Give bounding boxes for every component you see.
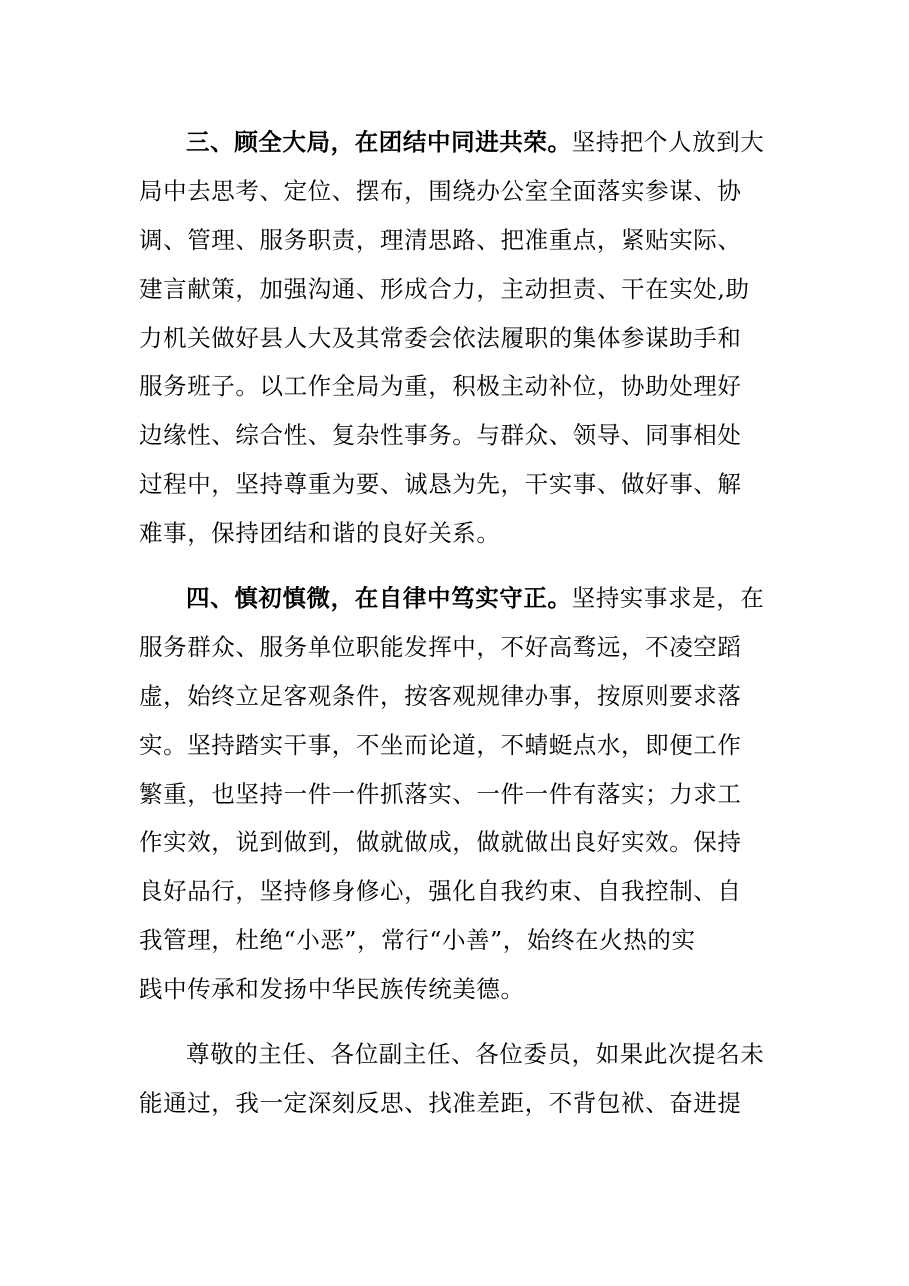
text-line: 边缘性、综合性、复杂性事务。与群众、领导、同事相处 <box>139 421 742 450</box>
text-run: 坚持实事求是，在 <box>571 584 765 613</box>
text-line: 践中传承和发扬中华民族传统美德。 <box>139 975 525 1004</box>
document-body <box>139 118 779 1128</box>
paragraph-section-three <box>139 118 779 558</box>
text-line: 调、管理、服务职责，理清思路、把准重点，紧贴实际、 <box>139 225 742 254</box>
section-heading: 四、慎初慎微，在自律中笃实守正。 <box>186 584 572 613</box>
text-line: 服务班子。以工作全局为重，积极主动补位，协助处理好 <box>139 372 742 401</box>
text-run: 坚持把个人放到大 <box>571 128 765 156</box>
text-line: 实。坚持踏实干事，不坐而论道，不蜻蜓点水，即便工作 <box>139 730 742 759</box>
text-line: 力机关做好县人大及其常委会依法履职的集体参谋助手和 <box>139 323 742 352</box>
text-line: 过程中，坚持尊重为要、诚恳为先，干实事、做好事、解 <box>139 470 742 499</box>
text-line <box>139 118 779 167</box>
text-line: 能通过，我一定深刻反思、找准差距，不背包袱、奋进提 <box>139 1088 742 1117</box>
text-line: 我管理，杜绝“小恶”，常行“小善”，始终在火热的实 <box>139 926 696 955</box>
text-line: 良好品行，坚持修身修心，强化自我约束、自我控制、自 <box>139 877 742 906</box>
text-line: 尊敬的主任、各位副主任、各位委员，如果此次提名未 <box>186 1040 765 1069</box>
text-line: 难事，保持团结和谐的良好关系。 <box>139 519 501 548</box>
paragraph-section-four <box>139 574 779 1014</box>
text-line: 服务群众、服务单位职能发挥中，不好高骛远，不凌空蹈 <box>139 632 742 661</box>
text-line: 繁重，也坚持一件一件抓落实、一件一件有落实；力求工 <box>139 779 742 808</box>
section-heading: 三、顾全大局，在团结中同进共荣。 <box>186 128 572 156</box>
paragraph-closing <box>139 1030 779 1128</box>
text-line: 建言献策，加强沟通、形成合力，主动担责、干在实处,助 <box>139 274 750 303</box>
text-line: 局中去思考、定位、摆布，围绕办公室全面落实参谋、协 <box>139 176 742 205</box>
text-line: 虚，始终立足客观条件，按客观规律办事，按原则要求落 <box>139 681 742 710</box>
text-line: 作实效，说到做到，做就做成，做就做出良好实效。保持 <box>139 828 742 857</box>
text-line <box>139 574 779 623</box>
